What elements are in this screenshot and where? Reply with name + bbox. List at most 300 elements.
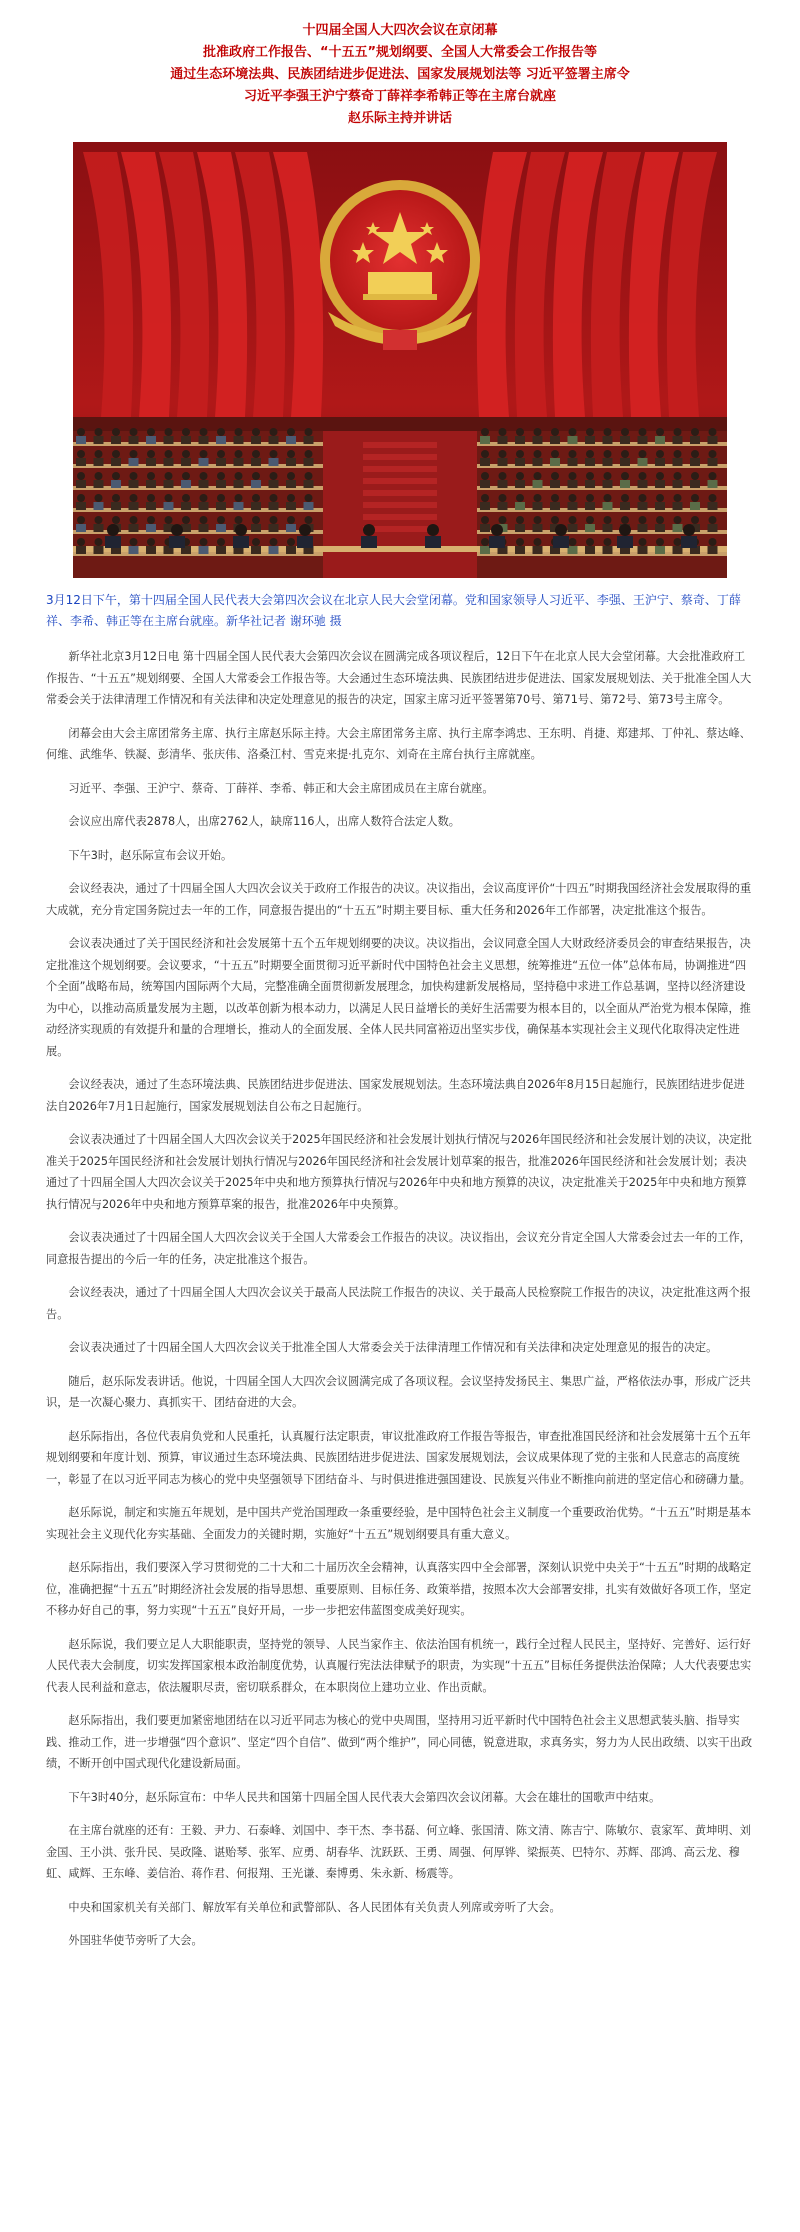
article-paragraph: 习近平、李强、王沪宁、蔡奇、丁薛祥、李希、韩正和大会主席团成员在主席台就座。: [68, 781, 494, 795]
article-paragraph: 会议经表决，通过了十四届全国人大四次会议关于政府工作报告的决议。决议指出，会议高度评价“十四五”时期我国经济社会发展取得的重大成就，充分肯定国务院过去一年的工作，同意报告提出的“十五五”时期主要目标、重大任务和2026年工作部署，决定批准这个报告。: [46, 882, 752, 917]
desk-row: [477, 486, 727, 490]
attendee: [709, 450, 717, 458]
article-paragraph: 下午3时，赵乐际宣布会议开始。: [68, 848, 233, 862]
attendee: [586, 472, 594, 480]
attendee: [130, 428, 138, 436]
attendee: [551, 450, 559, 458]
attendee-body: [708, 546, 718, 554]
attendee-body: [216, 458, 226, 466]
front-row-leader: [555, 524, 567, 536]
attendee-body: [498, 502, 508, 510]
article-paragraph: 随后，赵乐际发表讲话。他说，十四届全国人大四次会议圆满完成了各项议程。会议坚持发扬民主、集思广益，严格依法办事，形成广泛共识，是一次凝心聚力、真抓实干、团结奋进的大会。: [46, 1374, 751, 1409]
front-row-leader-body: [233, 536, 249, 548]
attendee-body: [164, 436, 174, 444]
attendee: [287, 428, 295, 436]
attendee-body: [585, 436, 595, 444]
attendee-body: [181, 502, 191, 510]
article-paragraph: 赵乐际指出，各位代表肩负党和人民重托，认真履行法定职责，审议批准政府工作报告等报告，审查批准国民经济和社会发展第十五个五年规划纲要和年度计划、预算，审议通过生态环境法典、民族团结进步促进法、国家发展规划法，会议成果体现了党的主张和人民意志的高度统一，彰显了在以习近平同志为核心的党中央坚强领导下团结奋斗、与时俱进推进强国建设、民族复兴伟业不断推向前进的坚定信心和磅礴力量。: [46, 1429, 751, 1486]
attendee-body: [111, 502, 121, 510]
desk-row: [73, 464, 323, 468]
attendee-body: [533, 546, 543, 554]
attendee: [182, 428, 190, 436]
attendee: [534, 450, 542, 458]
attendee-body: [94, 524, 104, 532]
article-paragraph: 下午3时40分，赵乐际宣布：中华人民共和国第十四届全国人民代表大会第四次会议闭幕。大会在雄壮的国歌声中结束。: [68, 1790, 661, 1804]
attendee: [77, 494, 85, 502]
attendee-body: [585, 524, 595, 532]
attendee: [516, 538, 524, 546]
attendee-body: [708, 480, 718, 488]
attendee: [691, 472, 699, 480]
attendee: [586, 494, 594, 502]
attendee: [499, 428, 507, 436]
attendee: [656, 428, 664, 436]
attendee-body: [181, 436, 191, 444]
front-row-leader-body: [617, 536, 633, 548]
attendee: [516, 428, 524, 436]
front-row-leader-body: [297, 536, 313, 548]
attendee-body: [199, 546, 209, 554]
attendee: [586, 538, 594, 546]
attendee: [709, 538, 717, 546]
attendee-body: [655, 502, 665, 510]
attendee-body: [673, 524, 683, 532]
attendee-body: [638, 480, 648, 488]
attendee: [639, 450, 647, 458]
attendee-body: [129, 546, 139, 554]
desk-row: [73, 508, 323, 512]
attendee: [112, 450, 120, 458]
attendee: [235, 516, 243, 524]
attendee-body: [603, 436, 613, 444]
front-row-leader: [107, 524, 119, 536]
attendee: [691, 516, 699, 524]
attendee-body: [620, 502, 630, 510]
attendee-body: [286, 546, 296, 554]
attendee-body: [111, 436, 121, 444]
attendee: [569, 450, 577, 458]
attendee-body: [708, 524, 718, 532]
attendee: [709, 516, 717, 524]
attendee-body: [655, 480, 665, 488]
attendee: [130, 538, 138, 546]
attendee: [674, 516, 682, 524]
attendee: [130, 516, 138, 524]
article-paragraph: 闭幕会由大会主席团常务主席、执行主席赵乐际主持。大会主席团常务主席、执行主席李鸿忠、王东明、肖捷、郑建邦、丁仲礼、蔡达峰、何维、武维华、铁凝、彭清华、张庆伟、洛桑江村、雪克来提·扎克尔、刘奇在主席台执行主席就座。: [46, 726, 751, 761]
headline-subtitle-2: 通过生态环境法典、民族团结进步促进法、国家发展规划法等 习近平签署主席令: [170, 67, 630, 82]
attendee-body: [568, 502, 578, 510]
attendee-body: [550, 458, 560, 466]
article-body: [46, 646, 754, 1952]
attendee: [656, 538, 664, 546]
attendee: [499, 472, 507, 480]
attendee-body: [655, 458, 665, 466]
attendee: [200, 428, 208, 436]
attendee-body: [515, 546, 525, 554]
attendee: [481, 450, 489, 458]
attendee-body: [129, 480, 139, 488]
attendee: [639, 472, 647, 480]
attendee-body: [533, 436, 543, 444]
attendee: [130, 494, 138, 502]
attendee-body: [638, 436, 648, 444]
stair-step: [363, 490, 437, 496]
attendee-body: [76, 480, 86, 488]
attendee-body: [585, 458, 595, 466]
stair-step: [363, 478, 437, 484]
article-paragraph: 外国驻华使节旁听了大会。: [68, 1934, 203, 1947]
attendee: [95, 472, 103, 480]
front-row-leader: [299, 524, 311, 536]
attendee-body: [585, 502, 595, 510]
attendee: [200, 450, 208, 458]
front-row-leader-body: [361, 536, 377, 548]
desk-row: [477, 442, 727, 446]
attendee-body: [76, 546, 86, 554]
attendee: [287, 450, 295, 458]
attendee: [182, 472, 190, 480]
attendee: [604, 428, 612, 436]
attendee: [305, 516, 313, 524]
headline-subtitle-3: 习近平李强王沪宁蔡奇丁薛祥李希韩正等在主席台就座: [243, 89, 556, 104]
attendee-body: [286, 480, 296, 488]
attendee: [147, 538, 155, 546]
attendee-body: [533, 480, 543, 488]
attendee-body: [76, 524, 86, 532]
attendee-body: [568, 458, 578, 466]
attendee: [674, 472, 682, 480]
stair-step: [363, 442, 437, 448]
front-row-leader: [619, 524, 631, 536]
headline-title: 十四届全国人大四次会议在京闭幕: [302, 23, 498, 38]
attendee-body: [620, 436, 630, 444]
attendee: [621, 494, 629, 502]
attendee-body: [603, 458, 613, 466]
attendee-body: [146, 458, 156, 466]
attendee-body: [111, 458, 121, 466]
front-row-leader-body: [489, 536, 505, 548]
attendee-body: [603, 546, 613, 554]
attendee: [674, 428, 682, 436]
headline-block: [0, 0, 800, 130]
attendee-body: [673, 480, 683, 488]
attendee-body: [515, 436, 525, 444]
article-paragraph: 会议表决通过了十四届全国人大四次会议关于批准全国人大常委会关于法律清理工作情况和有关法律和决定处理意见的报告的决定。: [68, 1341, 718, 1354]
attendee-body: [269, 524, 279, 532]
attendee: [287, 494, 295, 502]
desk-row: [73, 486, 323, 490]
attendee-body: [269, 480, 279, 488]
attendee: [604, 516, 612, 524]
attendee-body: [234, 480, 244, 488]
attendee: [305, 450, 313, 458]
attendee: [499, 494, 507, 502]
attendee: [534, 428, 542, 436]
attendee-body: [304, 480, 314, 488]
attendee-body: [146, 502, 156, 510]
attendee-body: [568, 524, 578, 532]
attendee: [656, 472, 664, 480]
attendee: [252, 472, 260, 480]
stair-step: [363, 502, 437, 508]
attendee: [287, 516, 295, 524]
attendee: [270, 494, 278, 502]
attendee-body: [515, 524, 525, 532]
attendee: [270, 516, 278, 524]
attendee: [305, 472, 313, 480]
attendee: [481, 494, 489, 502]
article-paragraph: 中央和国家机关有关部门、解放军有关单位和武警部队、各人民团体有关负责人列席或旁听了大会。: [68, 1900, 561, 1914]
attendee-body: [620, 480, 630, 488]
front-row-leader: [491, 524, 503, 536]
attendee-body: [129, 524, 139, 532]
attendee-body: [568, 480, 578, 488]
attendee: [604, 538, 612, 546]
attendee: [674, 494, 682, 502]
desk-row: [477, 464, 727, 468]
attendee-body: [498, 480, 508, 488]
attendee: [182, 450, 190, 458]
attendee: [112, 494, 120, 502]
attendee-body: [655, 546, 665, 554]
attendee: [77, 428, 85, 436]
attendee: [639, 516, 647, 524]
attendee-body: [690, 502, 700, 510]
attendee-body: [216, 480, 226, 488]
article-paragraph: 会议表决通过了十四届全国人大四次会议关于全国人大常委会工作报告的决议。决议指出，会议充分肯定全国人大常委会过去一年的工作，同意报告提出的今后一年的任务，决定批准这个报告。: [46, 1231, 751, 1266]
article-paragraph: 会议经表决，通过了十四届全国人大四次会议关于最高人民法院工作报告的决议、关于最高人民检察院工作报告的决议，决定批准这两个报告。: [46, 1286, 751, 1321]
attendee: [77, 450, 85, 458]
attendee-body: [673, 458, 683, 466]
attendee: [112, 428, 120, 436]
attendee-body: [708, 502, 718, 510]
attendee-body: [76, 502, 86, 510]
attendee: [569, 494, 577, 502]
attendee-body: [480, 480, 490, 488]
attendee-body: [94, 436, 104, 444]
attendee: [112, 516, 120, 524]
attendee-body: [550, 436, 560, 444]
photo-caption: 3月12日下午，第十四届全国人民代表大会第四次会议在北京人民大会堂闭幕。党和国家领导人习近平、李强、王沪宁、蔡奇、丁薛祥、李希、韩正等在主席台就座。新华社记者 谢环驰 摄: [46, 593, 741, 628]
attendee: [252, 450, 260, 458]
attendee-body: [216, 546, 226, 554]
attendee: [569, 516, 577, 524]
attendee: [200, 472, 208, 480]
front-row-leader-body: [105, 536, 121, 548]
attendee-body: [708, 458, 718, 466]
attendee-body: [216, 436, 226, 444]
attendee-body: [164, 502, 174, 510]
front-row-leader-body: [681, 536, 697, 548]
attendee-body: [251, 524, 261, 532]
attendee: [252, 538, 260, 546]
attendee: [656, 450, 664, 458]
article-paragraph: 赵乐际说，制定和实施五年规划，是中国共产党治国理政一条重要经验，是中国特色社会主义制度一个重要政治优势。“十五五”时期是基本实现社会主义现代化夯实基础、全面发力的关键时期，实施好“十五五”规划纲要具有重大意义。: [46, 1506, 752, 1541]
article-paragraph: 会议应出席代表2878人，出席2762人，缺席116人，出席人数符合法定人数。: [68, 815, 460, 828]
attendee: [621, 428, 629, 436]
attendee: [217, 450, 225, 458]
attendee-body: [304, 502, 314, 510]
attendee-body: [533, 458, 543, 466]
attendee-body: [216, 502, 226, 510]
national-emblem: [320, 180, 480, 350]
attendee: [95, 494, 103, 502]
article-paragraph: 会议表决通过了十四届全国人大四次会议关于2025年国民经济和社会发展计划执行情况与2026年国民经济和社会发展计划的决议，决定批准关于2025年国民经济和社会发展计划执行情况与2026年国民经济和社会发展计划草案的报告，批准2026年国民经济和社会发展计划；表决通过了十四届全国人大四次会议关于2025年中央和地方预算执行情况与2026年中央和地方预算的决议，决定批准关于2025年中央和地方预算执行情况与2026年中央和地方预算草案的报告，批准2026年中央预算。: [46, 1133, 752, 1211]
attendee: [709, 472, 717, 480]
attendee: [165, 450, 173, 458]
attendee-body: [199, 436, 209, 444]
front-row-leader-body: [553, 536, 569, 548]
attendee: [200, 538, 208, 546]
attendee: [534, 472, 542, 480]
attendee: [586, 516, 594, 524]
attendee: [534, 538, 542, 546]
attendee: [200, 494, 208, 502]
article-paragraph: 在主席台就座的还有：王毅、尹力、石泰峰、刘国中、李干杰、李书磊、何立峰、张国清、陈文清、陈吉宁、陈敏尔、袁家军、黄坤明、刘金国、王小洪、张升民、吴政隆、谌贻琴、张军、应勇、胡春华、沈跃跃、王勇、周强、何厚铧、梁振英、巴特尔、苏辉、邵鸿、高云龙、穆虹、咸辉、王东峰、姜信治、蒋作君、何报翔、王光谦、秦博勇、朱永新、杨震等。: [46, 1824, 751, 1880]
front-row-leader: [683, 524, 695, 536]
attendee: [182, 494, 190, 502]
attendee-body: [111, 480, 121, 488]
attendee: [165, 516, 173, 524]
attendee: [217, 472, 225, 480]
attendee: [621, 516, 629, 524]
attendee: [586, 450, 594, 458]
attendee-body: [480, 436, 490, 444]
article-paragraph: 赵乐际指出，我们要深入学习贯彻党的二十大和二十届历次全会精神，认真落实四中全会部署，深刻认识党中央关于“十五五”时期的战略定位，准确把握“十五五”时期经济社会发展的指导思想、重要原则、目标任务、政策举措，按照本次大会部署安排，扎实有效做好各项工作，坚定不移办好自己的事，努力实现“十五五”良好开局，一步一步把宏伟蓝图变成美好现实。: [46, 1561, 752, 1617]
attendee: [147, 472, 155, 480]
desk-row: [477, 508, 727, 512]
attendee: [165, 428, 173, 436]
attendee: [621, 450, 629, 458]
attendee-body: [269, 502, 279, 510]
attendee: [165, 494, 173, 502]
attendee: [182, 516, 190, 524]
attendee: [516, 516, 524, 524]
attendee-body: [286, 458, 296, 466]
attendee: [147, 428, 155, 436]
attendee-body: [480, 524, 490, 532]
attendee: [639, 538, 647, 546]
attendee-body: [603, 502, 613, 510]
attendee: [130, 450, 138, 458]
attendee: [217, 494, 225, 502]
front-row-leader: [363, 524, 375, 536]
attendee-body: [498, 458, 508, 466]
attendee: [270, 472, 278, 480]
attendee: [551, 494, 559, 502]
great-hall-photo-illustration: [73, 142, 727, 578]
attendee: [95, 450, 103, 458]
attendee: [235, 428, 243, 436]
attendee: [674, 450, 682, 458]
attendee: [656, 494, 664, 502]
attendee-body: [515, 458, 525, 466]
attendee-body: [480, 502, 490, 510]
desk-row: [73, 552, 323, 556]
attendee: [95, 516, 103, 524]
attendee: [287, 538, 295, 546]
attendee-body: [585, 480, 595, 488]
attendee: [481, 472, 489, 480]
attendee: [656, 516, 664, 524]
attendee-body: [146, 436, 156, 444]
attendee-body: [585, 546, 595, 554]
attendee: [534, 516, 542, 524]
attendee: [551, 472, 559, 480]
attendee-body: [304, 458, 314, 466]
attendee: [235, 472, 243, 480]
attendee: [217, 428, 225, 436]
attendee-body: [480, 546, 490, 554]
attendee: [270, 450, 278, 458]
attendee: [499, 516, 507, 524]
attendee-body: [550, 502, 560, 510]
attendee-body: [690, 480, 700, 488]
attendee: [604, 494, 612, 502]
attendee-body: [550, 480, 560, 488]
attendee: [569, 472, 577, 480]
attendee: [147, 516, 155, 524]
desk-row: [73, 442, 323, 446]
attendee-body: [673, 502, 683, 510]
attendee-body: [638, 546, 648, 554]
attendee-body: [146, 480, 156, 488]
attendee: [305, 428, 313, 436]
attendee-body: [690, 458, 700, 466]
attendee-body: [181, 480, 191, 488]
stair-step: [363, 514, 437, 520]
attendee: [481, 538, 489, 546]
attendee-body: [568, 436, 578, 444]
attendee-body: [269, 458, 279, 466]
attendee: [481, 516, 489, 524]
attendee: [709, 428, 717, 436]
attendee-body: [498, 436, 508, 444]
attendee-body: [199, 480, 209, 488]
attendee: [270, 428, 278, 436]
front-row-leader: [235, 524, 247, 536]
attendee-body: [146, 524, 156, 532]
attendee-body: [533, 502, 543, 510]
attendee-body: [655, 436, 665, 444]
attendee-body: [234, 502, 244, 510]
attendee-body: [234, 436, 244, 444]
attendee-body: [129, 436, 139, 444]
attendee: [165, 472, 173, 480]
attendee-body: [251, 502, 261, 510]
attendee: [604, 450, 612, 458]
attendee-body: [638, 502, 648, 510]
attendee: [674, 538, 682, 546]
attendee: [147, 450, 155, 458]
attendee-body: [603, 480, 613, 488]
attendee-body: [76, 458, 86, 466]
attendee: [691, 494, 699, 502]
desk-row: [477, 552, 727, 556]
attendee-body: [199, 524, 209, 532]
attendee-body: [690, 436, 700, 444]
attendee-body: [304, 436, 314, 444]
attendee-body: [94, 502, 104, 510]
attendee-body: [533, 524, 543, 532]
front-row-leader: [427, 524, 439, 536]
attendee: [305, 494, 313, 502]
article-paragraph: 赵乐际说，我们要立足人大职能职责，坚持党的领导、人民当家作主、依法治国有机统一，践行全过程人民民主，坚持好、完善好、运行好人民代表大会制度，切实发挥国家根本政治制度优势，认真履行宪法法律赋予的职责，为实现“十五五”目标任务提供法治保障；人大代表要忠实代表人民利益和意志，依法履职尽责，密切联系群众，在本职岗位上建功立业、作出贡献。: [46, 1637, 752, 1694]
attendee-body: [708, 436, 718, 444]
stair-step: [363, 454, 437, 460]
news-photo: [73, 142, 727, 578]
attendee: [235, 494, 243, 502]
